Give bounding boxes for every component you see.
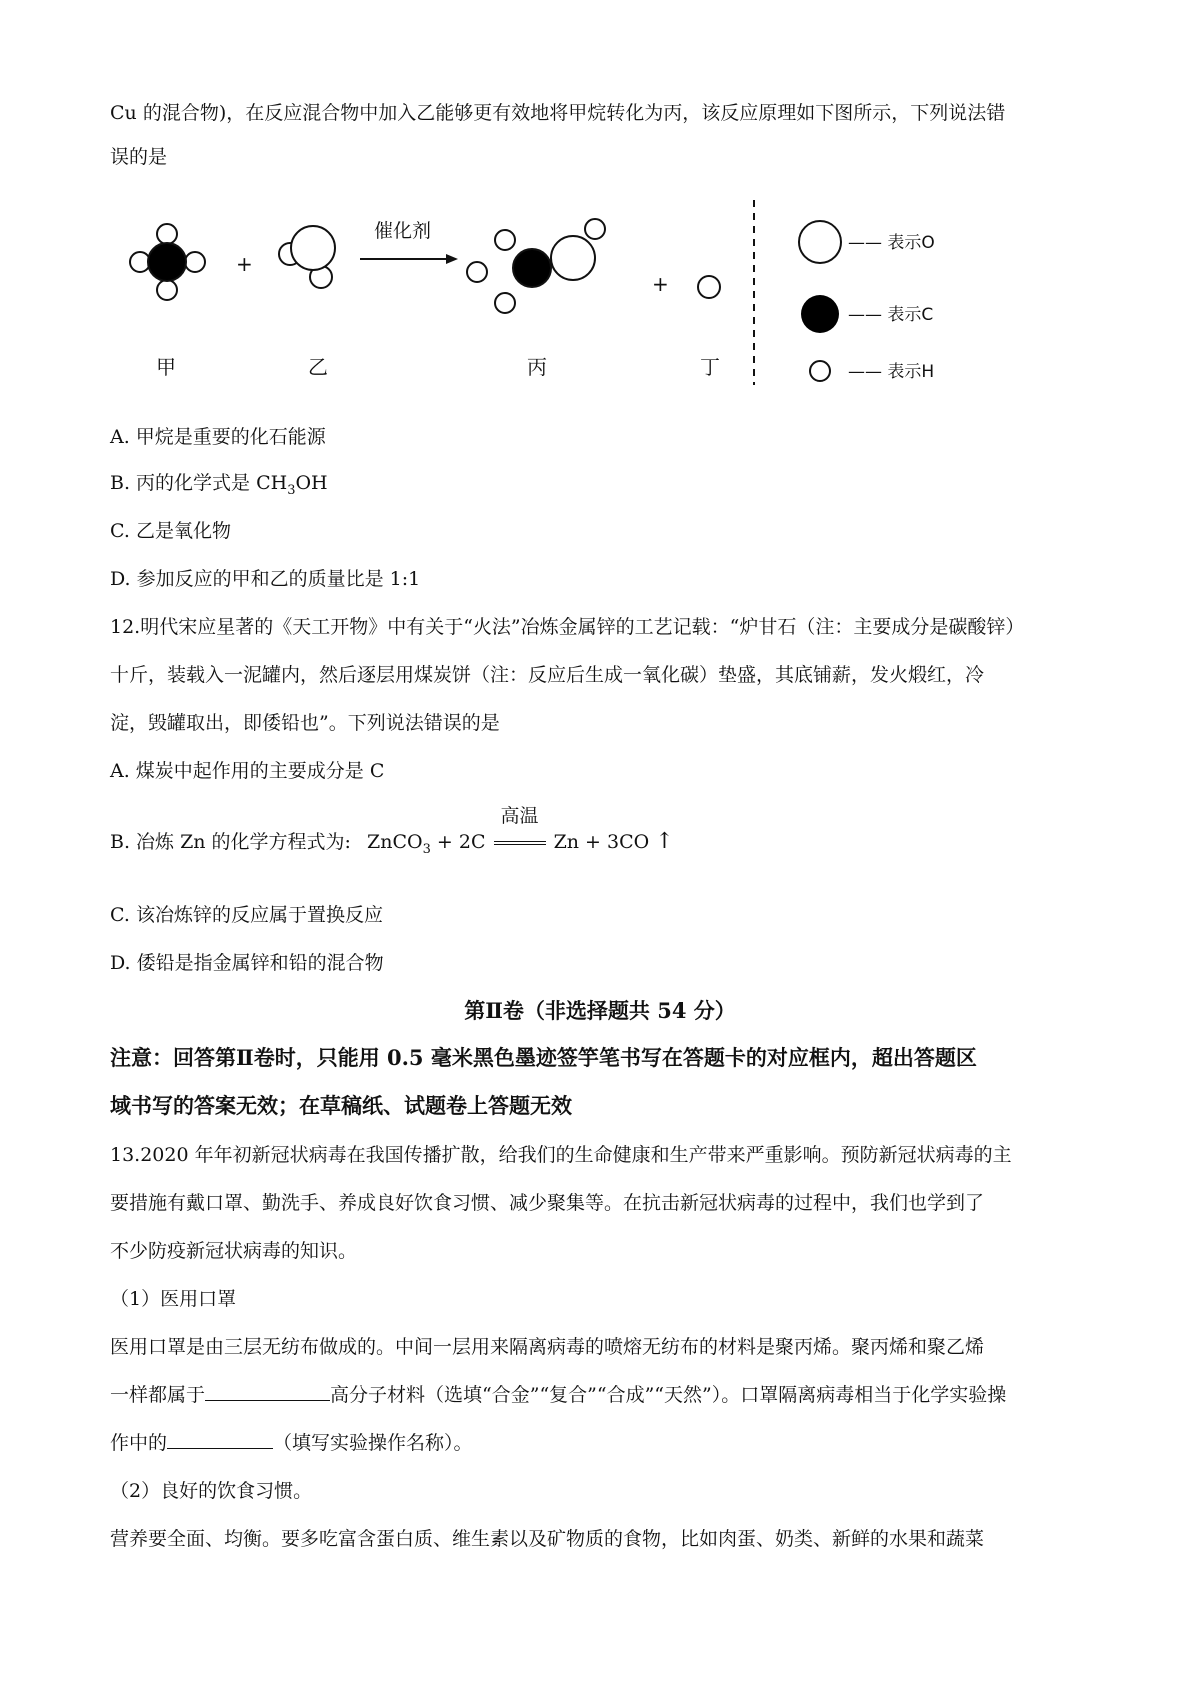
label-jia: 甲 — [156, 355, 176, 379]
legend-h — [810, 361, 934, 382]
molecule-bing — [467, 219, 605, 313]
answer-blank-material[interactable] — [205, 1382, 330, 1401]
molecule-jia — [130, 224, 205, 300]
diagram-plus-1: + — [236, 252, 253, 276]
section2-title: 第Ⅱ卷（非选择题共 54 分） — [464, 998, 736, 1023]
q11-option-b: B. 丙的化学式是 $CH_3OH$ — [110, 472, 328, 498]
q13-sub1-line3: 作中的 （填写实验操作名称）。 — [110, 1432, 473, 1454]
q12-stem-line1: 12.明代宋应星著的《天工开物》中有关于“火法”冶炼金属锌的工艺记载：“炉甘石（注：主要成分是碳酸锌） — [110, 616, 1025, 638]
q13-sub1-line2: 一样都属于 高分子材料（选填“合金”“复合”“合成”“天然”）。口罩隔离病毒相当于化学实验操 — [110, 1384, 1007, 1406]
svg-text:—— 表示H: —— 表示H — [848, 362, 935, 382]
q13-sub1-title: （1）医用口罩 — [110, 1288, 237, 1310]
q12-option-c: C. 该冶炼锌的反应属于置换反应 — [110, 904, 383, 926]
q13-stem-line2: 要措施有戴口罩、勤洗手、养成良好饮食习惯、减少聚集等。在抗击新冠状病毒的过程中，我们也学到了 — [110, 1192, 985, 1214]
q13-sub1-line1: 医用口罩是由三层无纺布做成的。中间一层用来隔离病毒的喷熔无纺布的材料是聚丙烯。聚丙烯和聚乙烯 — [110, 1336, 985, 1358]
q13-sub2-line1: 营养要全面、均衡。要多吃富含蛋白质、维生素以及矿物质的食物，比如肉蛋、奶类、新鲜的水果和蔬菜 — [110, 1528, 985, 1550]
q12-stem-line3: 淀，毁罐取出，即倭铅也”。下列说法错误的是 — [110, 712, 500, 734]
section2-notice-line2: 域书写的答案无效；在草稿纸、试题卷上答题无效 — [110, 1093, 572, 1118]
molecule-yi — [279, 226, 335, 288]
legend-c — [801, 295, 933, 333]
reaction-diagram — [0, 185, 1200, 395]
q11-option-a: A. 甲烷是重要的化石能源 — [110, 426, 326, 448]
q11-option-c: C. 乙是氧化物 — [110, 520, 231, 542]
q11-option-d: D. 参加反应的甲和乙的质量比是 1:1 — [110, 568, 421, 590]
answer-blank-operation[interactable] — [167, 1430, 273, 1449]
label-yi: 乙 — [308, 355, 328, 379]
q11-stem-line1: Cu 的混合物)，在反应混合物中加入乙能够更有效地将甲烷转化为丙，该反应原理如下图所示，下列说法错 — [110, 102, 1006, 124]
q13-stem-line1: 13.2020 年年初新冠状病毒在我国传播扩散，给我们的生命健康和生产带来严重影响。预防新冠状病毒的主 — [110, 1144, 1012, 1166]
label-bing: 丙 — [527, 355, 547, 379]
q13-stem-line3: 不少防疫新冠状病毒的知识。 — [110, 1240, 358, 1262]
q12-stem-line2: 十斤，装载入一泥罐内，然后逐层用煤炭饼（注：反应后生成一氧化碳）垫盛，其底铺薪，发火煅红，冷 — [110, 664, 985, 686]
svg-text:—— 表示C: —— 表示C — [848, 305, 934, 325]
legend-o — [799, 221, 935, 263]
q13-sub2-title: （2）良好的饮食习惯。 — [110, 1480, 313, 1502]
chemical-equation: ZnCO$_3$ + 2C 高温 Zn + 3CO ↑ — [367, 805, 674, 857]
equation-condition: 高温 — [492, 831, 548, 853]
svg-text:—— 表示O: —— 表示O — [848, 233, 935, 253]
q12-option-a: A. 煤炭中起作用的主要成分是 C — [110, 760, 385, 782]
q12-option-d: D. 倭铅是指金属锌和铅的混合物 — [110, 952, 384, 974]
molecule-ding — [698, 276, 720, 298]
reaction-arrow — [360, 254, 458, 264]
q11-stem-line2: 误的是 — [110, 146, 168, 168]
diagram-plus-2: + — [652, 272, 669, 296]
label-ding: 丁 — [700, 355, 720, 379]
section2-notice-line1: 注意：回答第Ⅱ卷时，只能用 0.5 毫米黑色墨迹签竽笔书写在答题卡的对应框内，超出答题区 — [110, 1045, 977, 1070]
q12-option-b: B. 冶炼 Zn 的化学方程式为: ZnCO$_3$ + 2C 高温 Zn + 3CO ↑ — [110, 805, 674, 857]
catalyst-label: 催化剂 — [374, 220, 432, 242]
